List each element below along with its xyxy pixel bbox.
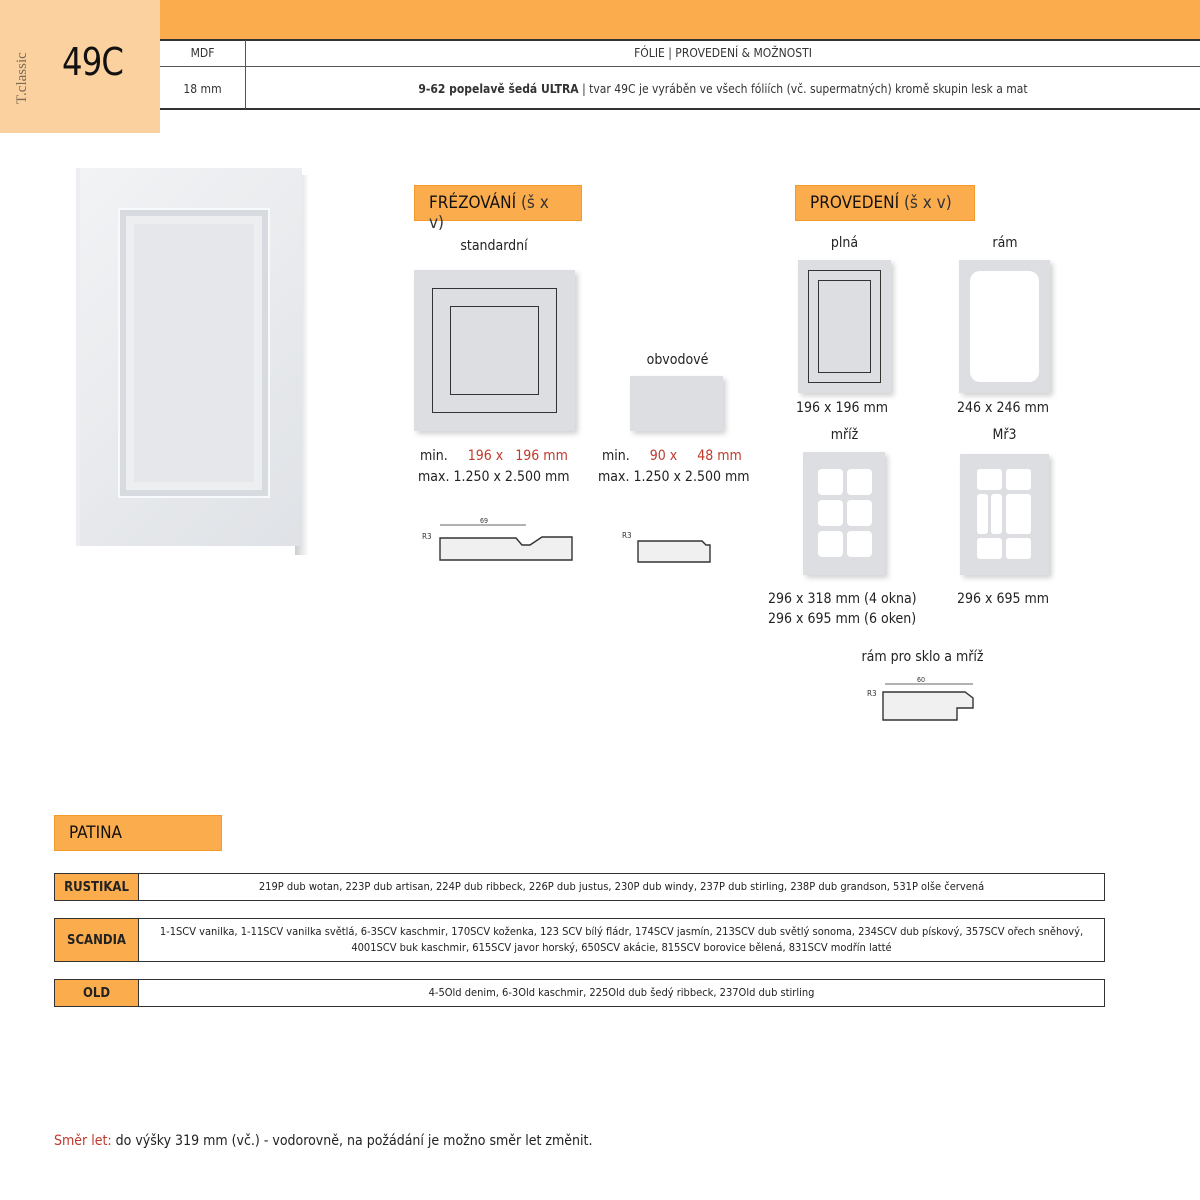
material-thickness: 18 mm: [183, 82, 222, 96]
header-divider: [160, 108, 1200, 110]
mr3-sample: [960, 454, 1049, 575]
milling-section-title: [414, 185, 582, 233]
patina-row-label: RUSTIKAL: [55, 874, 139, 900]
brand-label: T.classic: [14, 52, 30, 104]
milling-title-suffix: (š x v): [429, 193, 549, 233]
glass-frame-profile-shape: [883, 692, 973, 720]
header-divider: [160, 66, 1200, 67]
door-raised-panel: [118, 208, 270, 498]
col-material-header: MDF: [190, 46, 215, 60]
versions-section-title: [795, 185, 975, 221]
glass-frame-label: rám pro sklo a mříž: [861, 649, 984, 665]
mr3-pane: [991, 494, 1002, 534]
mr3-pane: [1006, 538, 1031, 559]
standard-radius-label: R3: [422, 532, 432, 541]
standard-profile-drawing: [420, 515, 580, 565]
perimeter-milling-sample: [630, 376, 723, 431]
standard-dim-label: 69: [480, 517, 489, 525]
perimeter-profile-drawing: [620, 525, 720, 565]
mr3-pane: [977, 469, 1002, 490]
patina-row-text-line: [160, 924, 1083, 957]
mr3-pane: [1006, 469, 1031, 490]
ram-label: rám: [992, 235, 1018, 251]
mriz-pane: [847, 469, 872, 495]
glass-frame-profile-drawing: [865, 672, 980, 727]
mriz-size-4: 296 x 318 mm (4 okna): [768, 591, 917, 607]
plna-inner-groove: [818, 280, 871, 373]
patina-row-old: [54, 979, 1105, 1007]
perimeter-radius-label: R3: [622, 531, 632, 540]
mr3-size: 296 x 695 mm: [957, 591, 1050, 607]
perimeter-min-label: min.: [602, 448, 630, 464]
foil-note: | tvar 49C je vyráběn ve všech fóliích (vč. supermatných) kromě skupin lesk a mat: [578, 82, 1028, 96]
perimeter-profile-shape: [638, 541, 710, 562]
ram-sample: [959, 260, 1050, 393]
patina-scandia-line1: 1-1SCV vanilka, 1-11SCV vanilka světlá, 6-3SCV kaschmir, 170SCV koženka, 123 SCV bílý fládr, 174SCV jasmín, 213SCV dub světlý sonoma, 234SCV dub pískový, 357SCV ořech sněhový,: [159, 924, 1084, 938]
foil-description: [246, 82, 1200, 96]
patina-row-label: OLD: [55, 980, 139, 1006]
standard-min-height: 196 mm: [515, 448, 568, 464]
standard-milling-sample: [414, 270, 575, 431]
brand-logo: [14, 22, 36, 112]
header-band: [160, 0, 1200, 40]
mriz-pane: [847, 531, 872, 557]
header-divider: [160, 39, 1200, 41]
versions-title: PROVEDENÍ: [810, 193, 900, 213]
glass-frame-radius-label: R3: [867, 689, 877, 698]
milling-title: FRÉZOVÁNÍ: [429, 193, 517, 213]
patina-row-scandia: [54, 918, 1105, 962]
standard-inner-groove: [450, 306, 539, 395]
patina-scandia-line2: 4001SCV buk kaschmir, 615SCV javor horský, 650SCV akácie, 815SCV borovice bělená, 831SCV modřín latté: [351, 941, 892, 954]
grain-direction-text: do výšky 319 mm (vč.) - vodorovně, na požádání je možno směr let změnit.: [111, 1133, 593, 1149]
mriz-pane: [847, 500, 872, 526]
standard-min-width: 196 x: [467, 448, 504, 464]
plna-label: plná: [830, 235, 859, 251]
patina-section-title: PATINA: [54, 815, 222, 851]
grain-direction-note: [54, 1133, 592, 1149]
mr3-pane: [977, 538, 1002, 559]
mr3-label: Mř3: [992, 427, 1017, 443]
plna-size: 196 x 196 mm: [796, 400, 889, 416]
ram-opening: [970, 271, 1039, 382]
mr3-pane: [1006, 494, 1031, 534]
standard-profile-shape: [440, 537, 572, 560]
patina-row-text: 4-5Old denim, 6-3Old kaschmir, 225Old dub šedý ribbeck, 237Old dub stirling: [428, 985, 815, 999]
col-foil-header: FÓLIE | PROVEDENÍ & MOŽNOSTI: [634, 46, 812, 60]
patina-row-label: SCANDIA: [55, 919, 139, 961]
mr3-pane: [977, 494, 988, 534]
ram-size: 246 x 246 mm: [957, 400, 1050, 416]
mriz-pane: [818, 531, 843, 557]
mriz-sample: [803, 452, 885, 575]
standard-max-size: max. 1.250 x 2.500 mm: [418, 469, 570, 485]
product-code: 49C: [62, 40, 124, 84]
mriz-size-6: 296 x 695 mm (6 oken): [768, 611, 917, 627]
mriz-pane: [818, 500, 843, 526]
mriz-pane: [818, 469, 843, 495]
perimeter-max-size: max. 1.250 x 2.500 mm: [598, 469, 750, 485]
patina-row-text: 219P dub wotan, 223P dub artisan, 224P dub ribbeck, 226P dub justus, 230P dub windy, 237P dub stirling, 238P dub grandson, 531P olše červená: [258, 879, 985, 893]
versions-title-suffix: (š x v): [903, 193, 952, 213]
standard-label: standardní: [460, 238, 528, 254]
patina-row-text: [139, 919, 1104, 961]
plna-sample: [798, 260, 891, 393]
perimeter-min-width: 90 x: [649, 448, 678, 464]
glass-frame-dim-label: 60: [917, 676, 926, 684]
perimeter-label: obvodové: [646, 352, 709, 368]
standard-min-label: min.: [420, 448, 448, 464]
perimeter-min-height: 48 mm: [697, 448, 742, 464]
foil-name: 9-62 popelavě šedá ULTRA: [418, 82, 579, 96]
grain-direction-label: Směr let:: [54, 1133, 112, 1149]
perimeter-min-size: [602, 448, 742, 464]
mriz-label: mříž: [830, 427, 859, 443]
standard-min-size: [420, 448, 568, 464]
patina-row-rustikal: [54, 873, 1105, 901]
